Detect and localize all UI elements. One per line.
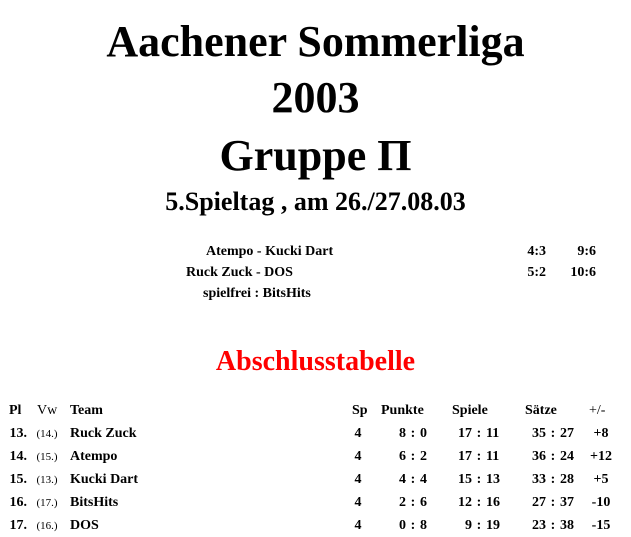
match-pairing: Atempo - Kucki Dart <box>206 244 334 259</box>
cell-points-against: 6 <box>420 495 427 510</box>
cell-points-for: 0 <box>399 518 406 533</box>
cell-previous: (14.) <box>36 428 58 440</box>
match-games: 4:3 <box>527 244 546 259</box>
cell-place: 14. <box>9 449 27 464</box>
cell-sets-for: 36 <box>532 449 546 464</box>
cell-played: 4 <box>354 495 362 510</box>
cell-games-separator: : <box>476 426 482 441</box>
cell-sets-against: 28 <box>560 472 574 487</box>
table-title: Abschlusstabelle <box>215 346 416 377</box>
cell-points-separator: : <box>410 426 416 441</box>
bye-team: spielfrei : BitsHits <box>203 286 311 301</box>
cell-games-against: 11 <box>486 426 500 441</box>
cell-games-separator: : <box>476 495 482 510</box>
cell-points-for: 2 <box>399 495 406 510</box>
cell-difference: +12 <box>590 449 612 464</box>
cell-games-against: 13 <box>486 472 500 487</box>
match-sets: 10:6 <box>570 265 596 280</box>
header-vw: Vw <box>37 403 58 418</box>
cell-sets-against: 27 <box>560 426 574 441</box>
cell-place: 17. <box>9 518 27 533</box>
header-punkte: Punkte <box>381 403 424 418</box>
header-saetze: Sätze <box>525 403 557 418</box>
cell-points-separator: : <box>410 495 416 510</box>
cell-played: 4 <box>354 449 362 464</box>
cell-points-separator: : <box>410 449 416 464</box>
cell-sets-for: 35 <box>532 426 546 441</box>
cell-sets-against: 24 <box>560 449 574 464</box>
page-title: Aachener Sommerliga <box>106 17 525 66</box>
cell-team: Kucki Dart <box>70 472 139 487</box>
cell-games-separator: : <box>476 472 482 487</box>
cell-difference: +8 <box>593 426 609 441</box>
season-year: 2003 <box>271 73 360 122</box>
cell-sets-separator: : <box>550 495 556 510</box>
cell-games-for: 15 <box>458 472 472 487</box>
cell-played: 4 <box>354 472 362 487</box>
group-title: Gruppe Π <box>219 131 412 180</box>
cell-sets-separator: : <box>550 518 556 533</box>
match-games: 5:2 <box>527 265 546 280</box>
cell-team: BitsHits <box>70 495 119 510</box>
cell-place: 13. <box>9 426 27 441</box>
matchday-title: 5.Spieltag , am 26./27.08.03 <box>165 187 466 216</box>
cell-points-for: 8 <box>399 426 406 441</box>
cell-played: 4 <box>354 518 362 533</box>
cell-team: DOS <box>70 518 99 533</box>
cell-team: Ruck Zuck <box>70 426 137 441</box>
match-pairing: Ruck Zuck - DOS <box>186 265 293 280</box>
cell-games-for: 12 <box>458 495 472 510</box>
header-team: Team <box>70 403 103 418</box>
cell-place: 15. <box>9 472 27 487</box>
cell-games-separator: : <box>476 518 482 533</box>
cell-previous: (16.) <box>36 520 58 532</box>
header-spiele: Spiele <box>452 403 488 418</box>
cell-points-separator: : <box>410 472 416 487</box>
cell-sets-for: 27 <box>532 495 546 510</box>
cell-points-for: 4 <box>399 472 406 487</box>
cell-previous: (17.) <box>36 497 58 509</box>
cell-games-separator: : <box>476 449 482 464</box>
cell-place: 16. <box>9 495 27 510</box>
cell-points-against: 2 <box>420 449 427 464</box>
cell-sets-separator: : <box>550 449 556 464</box>
cell-points-for: 6 <box>399 449 406 464</box>
cell-previous: (15.) <box>36 451 58 463</box>
cell-sets-for: 23 <box>532 518 546 533</box>
cell-games-for: 9 <box>465 518 472 533</box>
cell-games-against: 19 <box>486 518 500 533</box>
cell-points-against: 4 <box>420 472 427 487</box>
header-pl: Pl <box>9 403 22 418</box>
cell-team: Atempo <box>70 449 118 464</box>
header-diff: +/- <box>589 403 606 418</box>
cell-sets-against: 37 <box>560 495 574 510</box>
cell-points-against: 8 <box>420 518 427 533</box>
header-sp: Sp <box>352 403 368 418</box>
cell-points-against: 0 <box>420 426 427 441</box>
cell-previous: (13.) <box>36 474 58 486</box>
cell-difference: -10 <box>591 495 611 510</box>
cell-sets-separator: : <box>550 426 556 441</box>
cell-sets-for: 33 <box>532 472 546 487</box>
match-sets: 9:6 <box>577 244 596 259</box>
cell-games-against: 16 <box>486 495 500 510</box>
cell-played: 4 <box>354 426 362 441</box>
cell-difference: -15 <box>591 518 611 533</box>
cell-sets-separator: : <box>550 472 556 487</box>
cell-sets-against: 38 <box>560 518 574 533</box>
cell-games-for: 17 <box>458 449 472 464</box>
cell-games-against: 11 <box>486 449 500 464</box>
cell-difference: +5 <box>593 472 609 487</box>
cell-games-for: 17 <box>458 426 472 441</box>
cell-points-separator: : <box>410 518 416 533</box>
